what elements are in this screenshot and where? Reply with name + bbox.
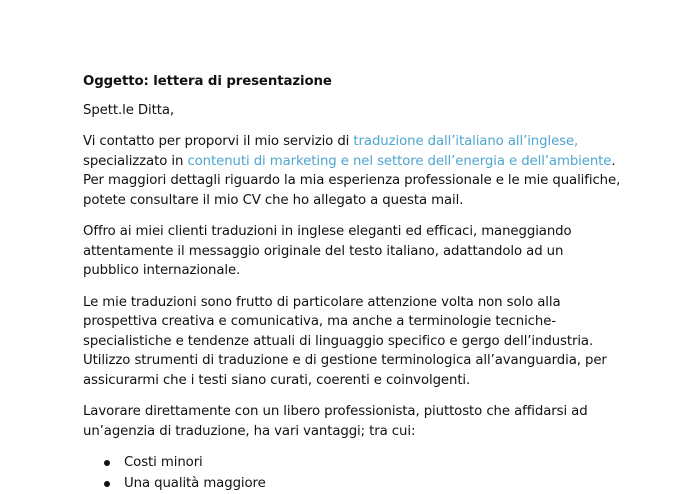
list-item-label: Una qualità maggiore	[124, 475, 266, 491]
subject-line: Oggetto: lettera di presentazione	[83, 74, 332, 89]
specialization-link[interactable]: contenuti di marketing e nel settore dell’energia e dell’ambiente	[187, 153, 612, 169]
paragraph-intro	[83, 132, 623, 210]
salutation: Spett.le Ditta,	[83, 102, 175, 118]
paragraph-quality: Le mie traduzioni sono frutto di particolare attenzione volta non solo alla prospettiva creativa e comunicativa, ma anche a terminologie tecniche-specialistiche e tendenze attuali di linguaggio specifico e gergo dell’industria. Utilizzo strumenti di traduzione e di gestione terminologica all’avanguardia, per assicurarmi che i testi siano curati, coerenti e coinvolgenti.	[83, 294, 607, 388]
paragraph-intro-text-3: . Per maggiori dettagli riguardo la mia esperienza professionale e le mie qualifiche, potete consultare il mio CV che ho allegato a questa mail.	[83, 153, 621, 208]
list-item	[83, 453, 623, 473]
paragraph-intro-text-2: specializzato in	[83, 153, 188, 169]
translation-service-link[interactable]: traduzione dall’italiano all’inglese,	[353, 134, 579, 149]
paragraph-intro-text-1: Vi contatto per proporvi il mio servizio di	[83, 134, 354, 149]
paragraph-offer: Offro ai miei clienti traduzioni in inglese eleganti ed efficaci, maneggiando attentamente il messaggio originale del testo italiano, adattandolo ad un pubblico internazionale.	[83, 224, 572, 278]
list-item	[83, 474, 623, 494]
bullet-icon	[104, 481, 110, 487]
bullet-icon	[104, 460, 110, 466]
advantages-list	[83, 453, 623, 493]
paragraph-advantages: Lavorare direttamente con un libero professionista, piuttosto che affidarsi ad un’agenzia di traduzione, ha vari vantaggi; tra cui:	[83, 404, 588, 439]
list-item-label: Costi minori	[124, 455, 203, 470]
letter-body	[83, 72, 623, 494]
